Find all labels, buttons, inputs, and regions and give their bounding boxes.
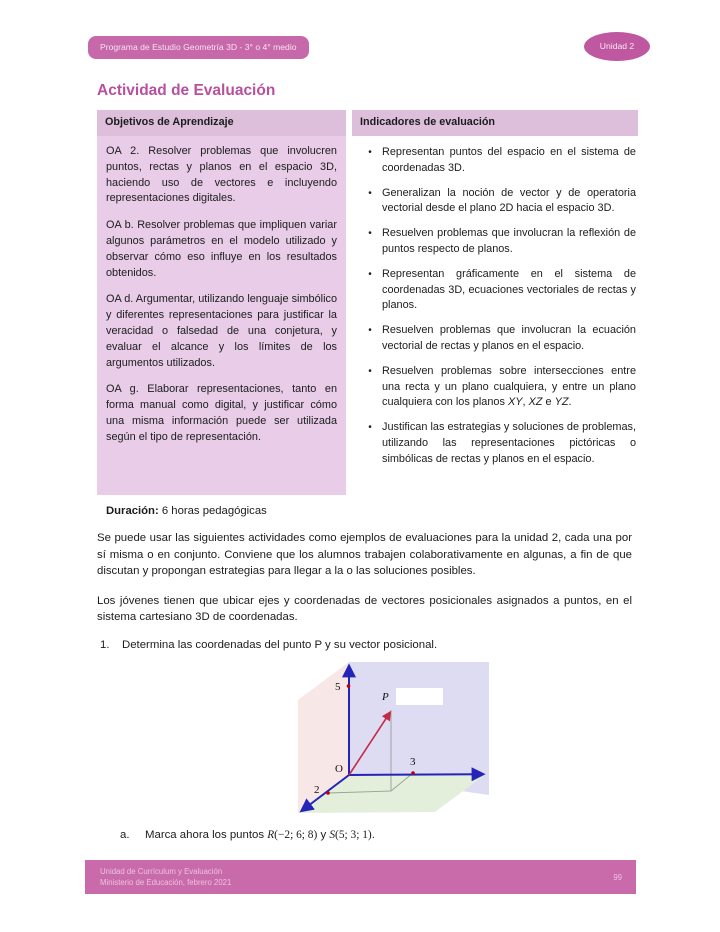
duration-label: Duración: (106, 505, 159, 517)
bullet-icon: • (368, 268, 372, 280)
subquestion-letter: a. (120, 828, 130, 841)
question-number: 1. (100, 638, 110, 651)
indicator-item: • Justifican las estrategias y soluciones de problemas, utilizando las representaciones pictóricas o simbólicas de rectas y planos en el espacio. (358, 420, 636, 467)
y-axis (349, 774, 480, 775)
objetivo-paragraph: OA b. Resolver problemas que impliquen variar algunos parámetros en el modelo utilizado y observar cómo eso influye en los resultados obtenidos. (106, 219, 337, 279)
bullet-icon: • (368, 365, 372, 377)
indicator-item: • Generalizan la noción de vector y de operatoria vectorial desde el plano 2D hacia el espacio 3D. (358, 186, 636, 218)
footer-credits (100, 866, 231, 888)
unit-badge: Unidad 2 (584, 32, 650, 61)
y-tick-label: 3 (410, 755, 416, 768)
footer-line2: Ministerio de Educación, febrero 2021 (100, 878, 232, 887)
indicator-item: • Resuelven problemas que involucran la ecuación vectorial de rectas y planos en el espacio. (358, 323, 636, 355)
objetivo-paragraph: OA g. Elaborar representaciones, tanto en forma manual como digital, y justificar cómo una misma información puede ser utilizada según el tipo de representación. (106, 383, 337, 443)
objetivo-paragraph: OA 2. Resolver problemas que involucren puntos, rectas y planos en el espacio 3D, haciendo uso de vectores e incluyendo representaciones digitales. (106, 145, 337, 205)
top-header-bar (85, 0, 636, 70)
question-1 (100, 639, 636, 651)
point-p-label: P (382, 690, 389, 703)
bullet-icon: • (368, 187, 372, 199)
coordinate-figure (270, 653, 510, 823)
bullet-icon: • (368, 147, 372, 158)
column-header-indicadores: Indicadores de evaluación (352, 110, 638, 136)
objetivo-paragraph: OA d. Argumentar, utilizando lenguaje simbólico y diferentes representaciones para justificar la veracidad o falsedad de una conjetura, y evaluar el alcance y los límites de los argumentos utilizados. (106, 293, 337, 369)
bullet-icon: • (368, 228, 372, 240)
footer-bar (85, 860, 636, 894)
x-tick-label: 2 (314, 783, 320, 796)
document-page (85, 0, 636, 841)
duration-value: 6 horas pedagógicas (158, 505, 267, 517)
indicator-item: • Resuelven problemas que involucran la reflexión de puntos respecto de planos. (358, 226, 636, 258)
task-paragraph: Los jóvenes tienen que ubicar ejes y coordenadas de vectores posicionales asignados a puntos, en el sistema cartesiano 3D de coordenadas. (97, 594, 632, 623)
objetivos-column (97, 110, 346, 495)
x-tick-dot (326, 791, 330, 795)
footer-line1: Unidad de Currículum y Evaluación (100, 867, 223, 876)
subquestion-text: Marca ahora los puntos R(−2; 6; 8) y S(5; 3; 1). (145, 828, 375, 841)
subquestion-a (120, 829, 636, 841)
z-tick-dot (347, 684, 351, 688)
z-tick-label: 5 (335, 680, 341, 693)
objetivos-cell (97, 136, 346, 495)
page-title: Actividad de Evaluación (97, 82, 276, 99)
program-title-pill: Programa de Estudio Geometría 3D - 3° o 4° medio (88, 36, 309, 59)
origin-label: O (335, 762, 343, 775)
bullet-icon: • (368, 422, 372, 434)
indicadores-column (352, 110, 638, 495)
3d-axes-diagram (270, 653, 510, 823)
intro-paragraph: Se puede usar las siguientes actividades como ejemplos de evaluaciones para la unidad 2, cada una por sí misma o en conjunto. Conviene que los alumnos trabajen colaborativamente en algunas, a fin de que discutan y propongan estrategias para llegar a la o las soluciones posibles. (97, 532, 632, 577)
question-text: Determina las coordenadas del punto P y su vector posicional. (122, 638, 438, 651)
answer-box (396, 688, 443, 705)
indicator-item: • Resuelven problemas sobre intersecciones entre una recta y un plano cualquiera, y entre un plano cualquiera con los planos XY, XZ e YZ. (358, 364, 636, 411)
duration-line (106, 505, 636, 517)
column-header-objetivos: Objetivos de Aprendizaje (97, 110, 346, 136)
indicator-item: • Representan puntos del espacio en el sistema de coordenadas 3D. (358, 145, 636, 177)
evaluation-table (97, 110, 638, 495)
bullet-icon: • (368, 325, 372, 337)
page-number: 99 (613, 872, 622, 882)
indicadores-cell (352, 136, 638, 468)
y-tick-dot (411, 771, 415, 775)
indicator-item: • Representan gráficamente en el sistema de coordenadas 3D, ecuaciones vectoriales de rectas y planos. (358, 267, 636, 314)
